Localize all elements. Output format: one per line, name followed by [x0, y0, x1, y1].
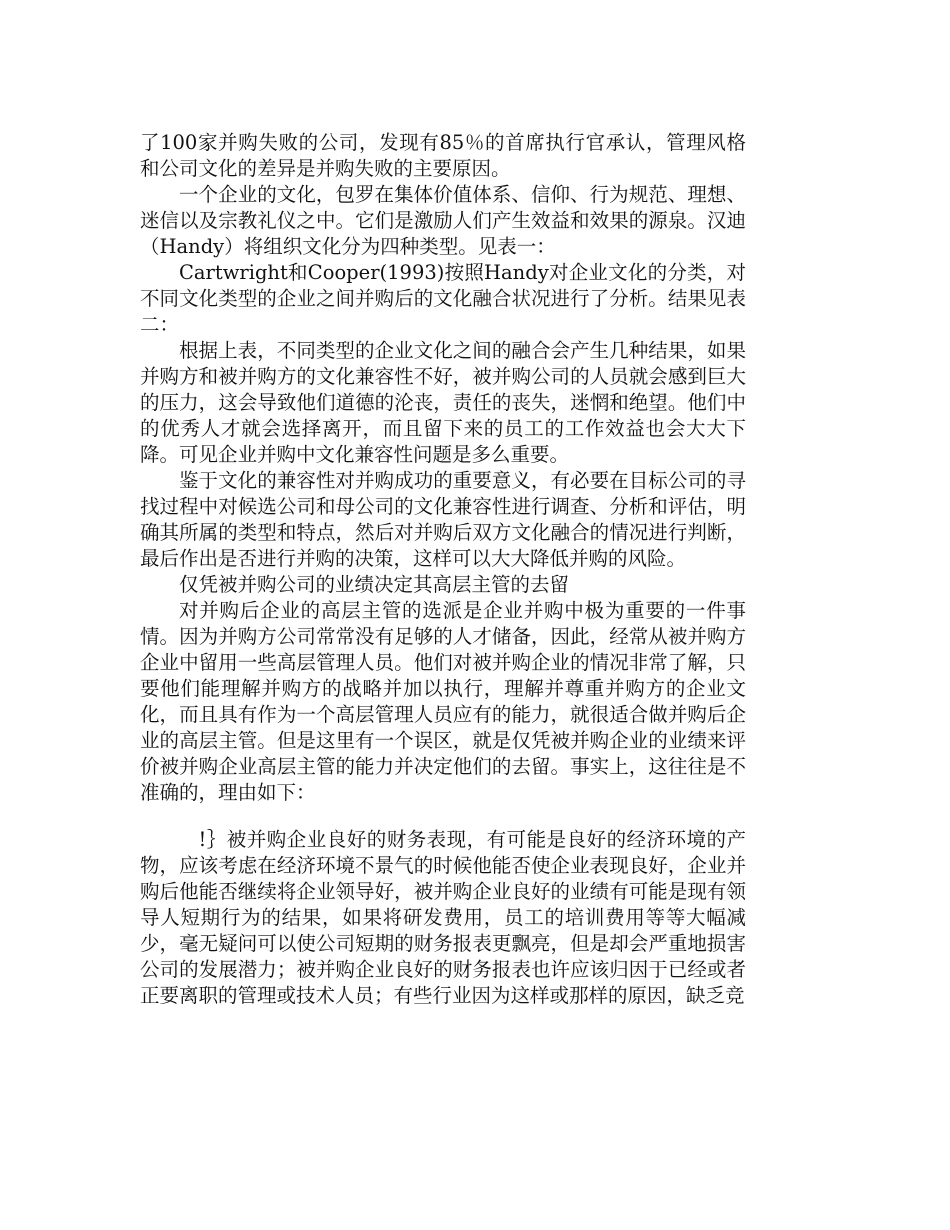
paragraph-culture-definition: 一个企业的文化，包罗在集体价值体系、信仰、行为规范、理想、迷信以及宗教礼仪之中。它们是激励人们产生效益和效果的源泉。汉迪（Handy）将组织文化分为四种类型。见表一：	[140, 183, 746, 258]
paragraph-compatibility-results: 根据上表，不同类型的企业文化之间的融合会产生几种结果，如果并购方和被并购方的文化兼容性不好，被并购公司的人员就会感到巨大的压力，这会导致他们道德的沦丧，责任的丧失，迷惘和绝望。他们中的优秀人才就会选择离开，而且留下来的员工的工作效益也会大大下降。可见企业并购中文化兼容性问题是多么重要。	[140, 339, 746, 466]
paragraph-cartwright-cooper: Cartwright和Cooper(1993)按照Handy对企业文化的分类，对不同文化类型的企业之间并购后的文化融合状况进行了分析。结果见表二：	[140, 261, 746, 336]
document-body	[140, 130, 746, 1009]
paragraph-continued: 了100家并购失败的公司，发现有85％的首席执行官承认，管理风格和公司文化的差异是并购失败的主要原因。	[140, 131, 746, 180]
paragraph-executive-selection: 对并购后企业的高层主管的选派是企业并购中极为重要的一件事情。因为并购方公司常常没有足够的人才储备，因此，经常从被并购方企业中留用一些高层管理人员。他们对被并购企业的情况非常了解，只要他们能理解并购方的战略并加以执行，理解并尊重并购方的企业文化，而且具有作为一个高层管理人员应有的能力，就很适合做并购后企业的高层主管。但是这里有一个误区，就是仅凭被并购企业的业绩来评价被并购企业高层主管的能力并决定他们的去留。事实上，这往往是不准确的，理由如下：	[140, 599, 746, 804]
list-item-financial-performance: !｝被并购企业良好的财务表现，有可能是良好的经济环境的产物，应该考虑在经济环境不景气的时候他能否使企业表现良好，企业并购后他能否继续将企业领导好，被并购企业良好的业绩有可能是现有领导人短期行为的结果，如果将研发费用，员工的培训费用等等大幅减少，毫无疑问可以使公司短期的财务报表更飘亮，但是却会严重地损害公司的发展潜力；被并购企业良好的财务报表也许应该归因于已经或者正要离职的管理或技术人员；有些行业因为这样或那样的原因，缺乏竞	[140, 828, 746, 1007]
paragraph-spacer	[140, 806, 746, 827]
section-heading-executive-retention: 仅凭被并购公司的业绩决定其高层主管的去留	[179, 573, 570, 596]
paragraph-compatibility-assessment: 鉴于文化的兼容性对并购成功的重要意义，有必要在目标公司的寻找过程中对候选公司和母公司的文化兼容性进行调查、分析和评估，明确其所属的类型和特点，然后对并购后双方文化融合的情况进行判断，最后作出是否进行并购的决策，这样可以大大降低并购的风险。	[140, 469, 746, 570]
